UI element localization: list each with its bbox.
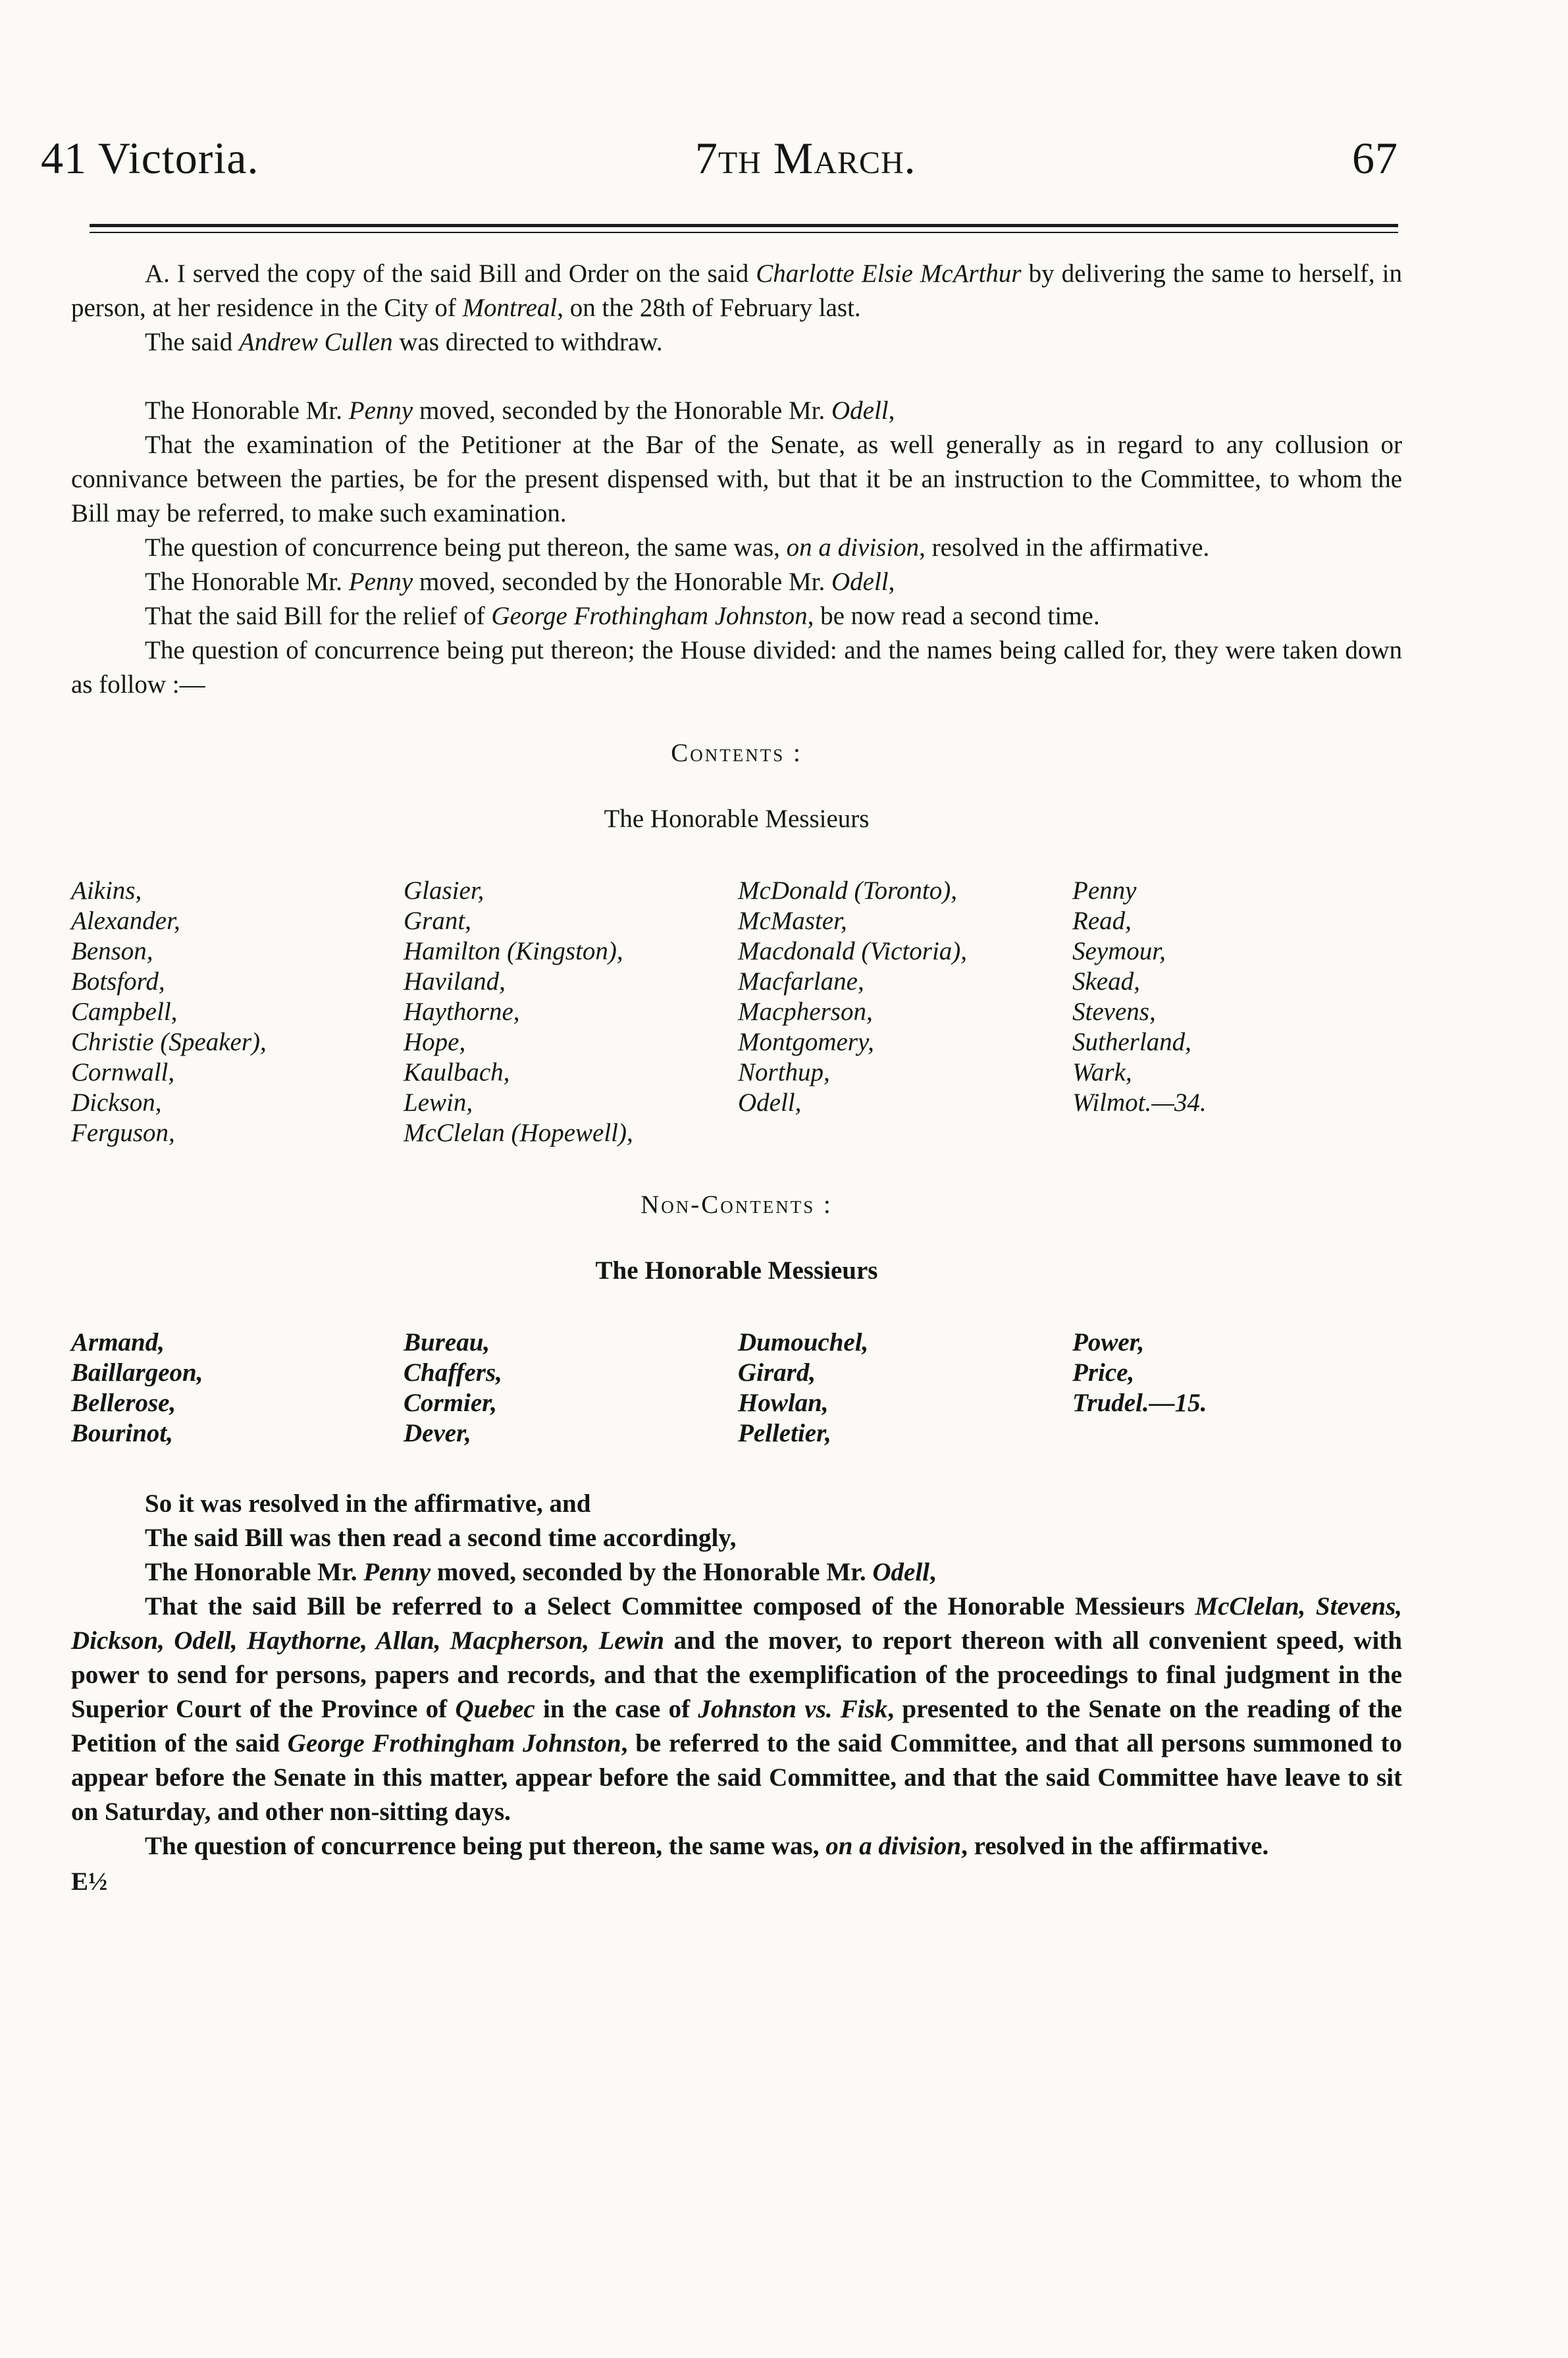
non-contents-name: Pelletier,	[738, 1419, 831, 1447]
signature-mark: E½	[71, 1867, 108, 1896]
contents-name: Ferguson,	[71, 1119, 175, 1147]
non-contents-column-4	[1072, 1327, 1355, 1449]
contents-name: Hamilton (Kingston),	[404, 937, 623, 965]
non-contents-name: Bureau,	[404, 1328, 490, 1356]
contents-name: Cornwall,	[71, 1058, 175, 1086]
non-contents-name: Bellerose,	[71, 1389, 176, 1417]
contents-name: Lewin,	[404, 1088, 473, 1117]
non-contents-name: Trudel.—15.	[1072, 1389, 1207, 1417]
paragraph-question-1: The question of concurrence being put thereon, the same was, on a division, resolved in the affirmative.	[145, 533, 1210, 562]
contents-name: Alexander,	[71, 907, 180, 935]
contents-name: Sutherland,	[1072, 1028, 1191, 1056]
contents-name: Montgomery,	[738, 1028, 874, 1056]
contents-name: Kaulbach,	[404, 1058, 510, 1086]
contents-name: Wark,	[1072, 1058, 1132, 1086]
header-rule-thin	[90, 232, 1398, 233]
header-rule-thick	[90, 224, 1398, 227]
contents-name: Glasier,	[404, 876, 484, 905]
contents-name: Stevens,	[1072, 998, 1156, 1026]
paragraph-committee-referral: That the said Bill be referred to a Select Committee composed of the Honorable Messieurs McClelan, Stevens, Dickson, Odell, Haythorne, Allan, Macpherson, Lewin and the mover, to report thereon with all convenient speed, with power to send for persons, papers and records, and that the exemplification of the proceedings to final judgment in the Superior Court of the Province of Quebec in the case of Johnston vs. Fisk, presented to the Senate on the reading of the Petition of the said George Frothingham Johnston, be referred to the said Committee, and that all persons summoned to appear before the Senate in this matter, appear before the said Committee, and that the said Committee have leave to sit on Saturday, and other non-sitting days.	[71, 1592, 1403, 1826]
contents-column-4	[1072, 876, 1355, 1148]
contents-name: Wilmot.—34.	[1072, 1088, 1207, 1117]
non-contents-name: Howlan,	[738, 1389, 829, 1417]
contents-name: McMaster,	[738, 907, 847, 935]
paragraph-second-reading: That the said Bill for the relief of George Frothingham Johnston, be now read a second time.	[145, 602, 1100, 630]
contents-name: Christie (Speaker),	[71, 1028, 267, 1056]
paragraph-resolved: So it was resolved in the affirmative, and	[145, 1489, 591, 1518]
non-contents-name: Dumouchel,	[738, 1328, 869, 1356]
contents-name: Seymour,	[1072, 937, 1166, 965]
resolution-section	[71, 1487, 1402, 1899]
paragraph-read-again: The said Bill was then read a second time accordingly,	[145, 1524, 737, 1552]
header-session: 41 Victoria.	[41, 132, 259, 183]
paragraph-examination: That the examination of the Petitioner at the Bar of the Senate, as well generally as in regard to any collusion or connivance between the parties, be for the present dispensed with, but that it be an instruction to the Committee, to whom the Bill may be referred, to make such examination.	[71, 431, 1402, 527]
contents-name: Hope,	[404, 1028, 466, 1056]
non-contents-column-2	[404, 1327, 738, 1449]
contents-name: Grant,	[404, 907, 471, 935]
non-contents-name: Bourinot,	[71, 1419, 173, 1447]
paragraph-motion-1: The Honorable Mr. Penny moved, seconded by the Honorable Mr. Odell,	[145, 396, 895, 425]
header-date: 7th March.	[694, 132, 916, 183]
non-contents-name: Power,	[1072, 1328, 1145, 1356]
contents-name: Penny	[1072, 876, 1137, 905]
contents-heading: Contents :	[671, 739, 802, 767]
contents-name: Haviland,	[404, 967, 506, 996]
non-contents-name: Chaffers,	[404, 1358, 502, 1387]
contents-name-list	[71, 876, 1402, 1148]
non-contents-name: Dever,	[404, 1419, 471, 1447]
contents-name: Campbell,	[71, 998, 178, 1026]
non-contents-heading: Non-Contents :	[640, 1191, 833, 1219]
contents-column-3	[738, 876, 1072, 1148]
contents-column-2	[404, 876, 738, 1148]
contents-name: Botsford,	[71, 967, 165, 996]
contents-name: Skead,	[1072, 967, 1140, 996]
paragraph-division: The question of concurrence being put thereon; the House divided: and the names being called for, they were taken down as follow :—	[71, 636, 1402, 699]
paragraph-motion-3: The Honorable Mr. Penny moved, seconded by the Honorable Mr. Odell,	[145, 1558, 936, 1586]
non-contents-name: Cormier,	[404, 1389, 497, 1417]
contents-name: Macdonald (Victoria),	[738, 937, 968, 965]
contents-name: Odell,	[738, 1088, 802, 1117]
contents-name: Haythorne,	[404, 998, 520, 1026]
contents-name: McClelan (Hopewell),	[404, 1119, 633, 1147]
contents-name: Northup,	[738, 1058, 830, 1086]
contents-name: Dickson,	[71, 1088, 162, 1117]
non-contents-name: Girard,	[738, 1358, 816, 1387]
contents-name: Read,	[1072, 907, 1132, 935]
contents-name: Aikins,	[71, 876, 142, 905]
contents-name: Macpherson,	[738, 998, 873, 1026]
non-contents-name: Baillargeon,	[71, 1358, 203, 1387]
non-contents-name: Armand,	[71, 1328, 165, 1356]
paragraph-withdraw: The said Andrew Cullen was directed to withdraw.	[145, 328, 663, 356]
non-contents-column-1	[71, 1327, 404, 1449]
contents-column-1	[71, 876, 404, 1148]
journal-body	[71, 257, 1402, 1899]
non-contents-name: Price,	[1072, 1358, 1135, 1387]
page-header	[41, 122, 1398, 194]
contents-name: McDonald (Toronto),	[738, 876, 957, 905]
contents-name: Macfarlane,	[738, 967, 864, 996]
paragraph-service: A. I served the copy of the said Bill and Order on the said Charlotte Elsie McArthur by delivering the same to herself, in person, at her residence in the City of Montreal, on the 28th of February last.	[71, 259, 1402, 322]
non-contents-subheading: The Honorable Messieurs	[595, 1256, 878, 1285]
non-contents-column-3	[738, 1327, 1072, 1449]
contents-subheading: The Honorable Messieurs	[604, 805, 870, 833]
contents-name: Benson,	[71, 937, 153, 965]
paragraph-motion-2: The Honorable Mr. Penny moved, seconded by the Honorable Mr. Odell,	[145, 568, 895, 596]
paragraph-question-2: The question of concurrence being put thereon, the same was, on a division, resolved in the affirmative.	[145, 1832, 1269, 1860]
page-number: 67	[1351, 132, 1398, 183]
non-contents-name-list	[71, 1327, 1402, 1449]
